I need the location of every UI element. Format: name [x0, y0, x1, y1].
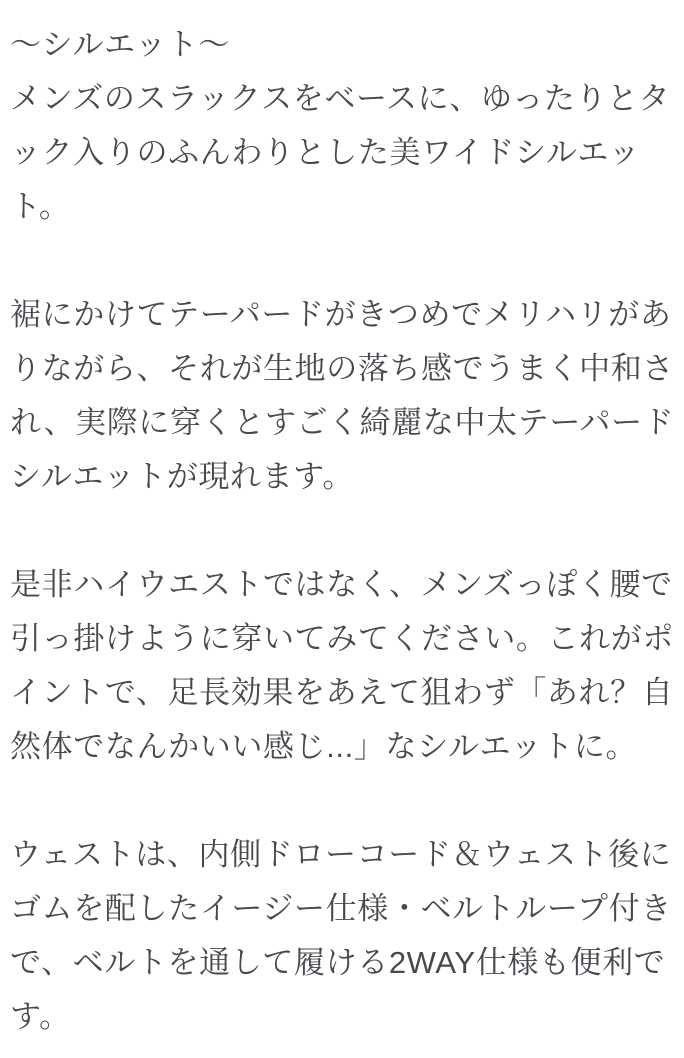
text-line: りながら、それが生地の落ち感でうまく中和さ — [10, 351, 675, 386]
text-line: れ、実際に穿くとすごく綺麗な中太テーパード — [10, 405, 675, 440]
text-line: 然体でなんかいい感じ...」なシルエットに。 — [10, 729, 638, 764]
text-line: ック入りのふんわりとした美ワイドシルエッ — [10, 135, 641, 170]
paragraph — [10, 72, 674, 234]
text-line: ウェストは、内側ドローコード＆ウェスト後に — [10, 837, 672, 872]
paragraph — [10, 558, 674, 774]
paragraph — [10, 288, 674, 504]
paragraph-list — [10, 72, 674, 1044]
text-line: ト。 — [10, 189, 71, 224]
text-line: ゴムを配したイージー仕様・ベルトループ付き — [10, 891, 672, 926]
text-line: 是非ハイウエストではなく、メンズっぽく腰で — [10, 567, 673, 602]
text-line: メンズのスラックスをベースに、ゆったりとタ — [10, 81, 671, 116]
text-line: 引っ掛けように穿いてみてください。これがポ — [10, 621, 675, 656]
text-line: 裾にかけてテーパードがきつめでメリハリがあ — [10, 297, 672, 332]
text-line: す。 — [10, 999, 71, 1034]
text-line: で、ベルトを通して履ける2WAY仕様も便利で — [10, 945, 666, 980]
paragraph — [10, 828, 674, 1044]
text-line: シルエットが現れます。 — [10, 459, 354, 494]
section-heading: 〜シルエット〜 — [10, 27, 230, 62]
text-line: イントで、足長効果をあえて狙わず「あれ？自 — [10, 675, 674, 710]
